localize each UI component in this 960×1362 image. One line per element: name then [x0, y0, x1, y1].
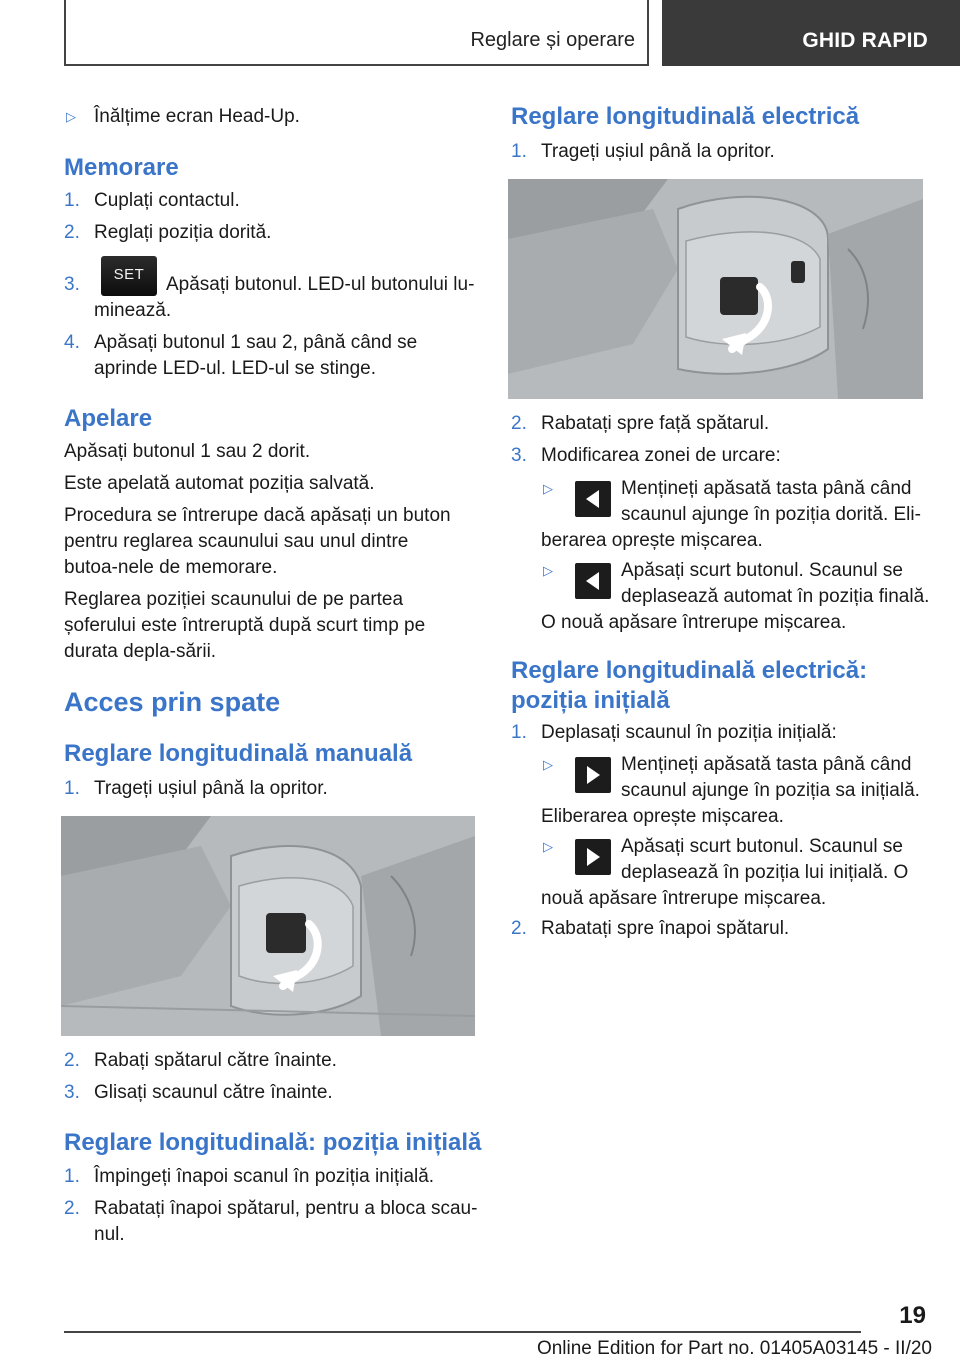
acces-heading: Acces prin spate [64, 687, 281, 717]
apelare-p3: Procedura se întrerupe dacă apăsați un buton pentru reglarea scaunului sau unul dintre butoa-nele de memorare. [64, 505, 451, 578]
memorare-step-3: 3. Apăsați butonul. LED-ul butonului lu- minează. [64, 274, 475, 321]
bullet-triangle-icon: ▷ [543, 481, 553, 496]
electric-initial-sub-1: ▷ Mențineți apăsată tasta până când scaunul ajunge în poziția sa inițială. Eliberarea oprește mișcarea. [541, 754, 920, 827]
edition-footer: Online Edition for Part no. 01405A03145 - II/20 [536, 1338, 932, 1359]
manual-step-3: 3. Glisați scaunul către înainte. [64, 1082, 333, 1103]
bullet-triangle-icon: ▷ [543, 839, 553, 854]
electric-sub-2: ▷ Apăsați scurt butonul. Scaunul se deplasează automat în poziția finală. O nouă apăsare întrerupe mișcarea. [541, 560, 930, 633]
seat-electric-photo [508, 179, 923, 399]
apelare-p2: Este apelată automat poziția salvată. [64, 473, 375, 494]
apelare-p1: Apăsați butonul 1 sau 2 dorit. [64, 441, 311, 462]
manual-step-2: 2. Rabați spătarul către înainte. [64, 1050, 337, 1071]
quick-guide-label: GHID RAPID [802, 29, 928, 52]
memorare-heading: Memorare [64, 154, 179, 181]
quick-guide-tab [662, 0, 960, 66]
electric-sub-1: ▷ Mențineți apăsată tasta până când scaunul ajunge în poziția dorită. Eli- berarea oprește mișcarea. [541, 478, 921, 551]
electric-initial-heading-line1: Reglare longitudinală electrică: [511, 657, 868, 684]
bullet-triangle-icon: ▷ [66, 109, 76, 124]
set-button-icon: SET [101, 256, 157, 296]
manual-heading: Reglare longitudinală manuală [64, 740, 413, 767]
memorare-step-2: 2. Reglați poziția dorită. [64, 222, 272, 243]
arrow-right-key-icon [575, 839, 611, 875]
seat-illustration [61, 816, 475, 1036]
manual-step-1: 1. Trageți ușiul până la opritor. [64, 778, 328, 799]
arrow-left-key-icon [575, 481, 611, 517]
electric-heading: Reglare longitudinală electrică [511, 103, 860, 130]
memorare-step-4: 4. Apăsați butonul 1 sau 2, până când se aprinde LED-ul. LED-ul se stinge. [64, 332, 418, 379]
apelare-p4: Reglarea poziției scaunului de pe partea șoferului este întreruptă după scurt timp pe durata depla-sării. [64, 589, 426, 662]
bullet-triangle-icon: ▷ [543, 563, 553, 578]
initial-heading: Reglare longitudinală: poziția inițială [64, 1129, 482, 1156]
apelare-heading: Apelare [64, 405, 153, 432]
seat-illustration [508, 179, 923, 399]
page-number: 19 [899, 1302, 926, 1329]
electric-step-3: 3. Modificarea zonei de urcare: [511, 445, 781, 466]
header-box [64, 0, 649, 66]
electric-initial-heading-line2: poziția inițială [511, 687, 670, 714]
arrow-right-key-icon [575, 757, 611, 793]
initial-step-1: 1. Împingeți înapoi scanul în poziția inițială. [64, 1166, 435, 1187]
electric-initial-sub-2: ▷ Apăsați scurt butonul. Scaunul se deplasează în poziția lui inițială. O nouă apăsare întrerupe mișcarea. [541, 836, 909, 909]
bullet-triangle-icon: ▷ [543, 757, 553, 772]
electric-step-2: 2. Rabatați spre față spătarul. [511, 413, 770, 434]
electric-initial-step-1: 1. Deplasați scaunul în poziția inițială: [511, 722, 837, 743]
electric-initial-step-2: 2. Rabatați spre înapoi spătarul. [511, 918, 790, 939]
arrow-left-key-icon [575, 563, 611, 599]
section-title: Reglare și operare [470, 29, 635, 51]
initial-step-2: 2. Rabatați înapoi spătarul, pentru a bloca scau-nul. [64, 1198, 478, 1245]
seat-manual-photo [61, 816, 475, 1036]
intro-bullet: ▷ Înălțime ecran Head-Up. [64, 104, 478, 130]
memorare-step-1: 1. Cuplați contactul. [64, 190, 240, 211]
footer-divider [64, 1331, 861, 1333]
electric-step-1: 1. Trageți ușiul până la opritor. [511, 141, 775, 162]
